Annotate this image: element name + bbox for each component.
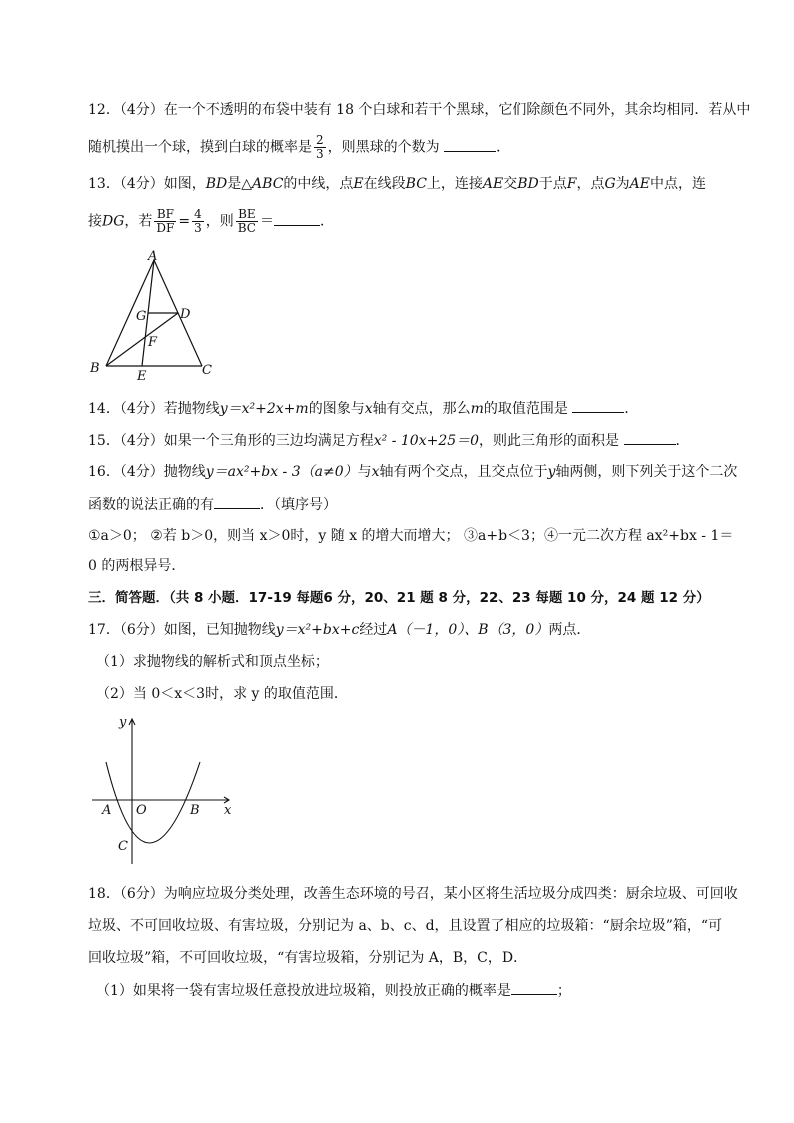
q17-expression: y＝x²+bx+c bbox=[275, 622, 360, 638]
parabola-curve bbox=[106, 762, 200, 843]
q14-end: ． bbox=[624, 401, 639, 417]
q16-options bbox=[88, 526, 734, 546]
q16-text: 函数的说法正确的有 bbox=[88, 497, 214, 513]
q16-line1 bbox=[88, 462, 738, 482]
label-F: F bbox=[148, 335, 158, 350]
var-BD: BD bbox=[517, 176, 539, 192]
q17-line1 bbox=[88, 620, 724, 640]
q14-text: 的图象与 bbox=[308, 401, 365, 417]
fraction-denominator: 3 bbox=[316, 147, 324, 161]
label-C: C bbox=[118, 839, 128, 854]
fraction-numerator: 2 bbox=[316, 133, 324, 147]
label-y: y bbox=[119, 715, 127, 730]
var-x: x bbox=[371, 464, 380, 480]
q13-text: ，若 bbox=[124, 213, 153, 230]
label-A: A bbox=[102, 803, 112, 818]
q18-text: （1）如果将一袋有害垃圾任意投放进垃圾箱，则投放正确的概率是 bbox=[96, 983, 511, 999]
q16-line2 bbox=[88, 494, 724, 515]
q18-line3: 回收垃圾”箱，不可回收垃圾，“有害垃圾箱，分别记为 A，B，C，D． bbox=[88, 950, 528, 966]
q15-text: ，则此三角形的面积是 bbox=[479, 433, 620, 449]
fraction-denominator: DF bbox=[156, 221, 175, 235]
label-B: B bbox=[190, 803, 200, 818]
q14-expression: y＝x²+2x+m bbox=[219, 401, 309, 417]
fraction-numerator: 4 bbox=[194, 207, 202, 221]
q16-text: ．（填序号） bbox=[260, 497, 337, 513]
q18-line1: 18．（6分）为响应垃圾分类处理，改善生态环境的号召，某小区将生活垃圾分成四类：厨余垃圾、可回收 bbox=[88, 886, 738, 902]
q12-text-2: ，则黑球的个数为 bbox=[327, 139, 440, 156]
label-O: O bbox=[136, 803, 147, 818]
fraction-4-3 bbox=[192, 208, 204, 235]
q16-expression: y＝ax²+bx - 3（a≠0） bbox=[205, 464, 358, 480]
q13-text: 是△ bbox=[227, 176, 253, 192]
fraction-bf-df bbox=[154, 208, 176, 235]
answer-blank[interactable] bbox=[572, 398, 624, 413]
q12-line2 bbox=[88, 134, 724, 161]
fraction-denominator: BC bbox=[237, 221, 256, 235]
var-y: y bbox=[547, 464, 556, 480]
triangle-figure bbox=[84, 248, 224, 386]
var-AE: AE bbox=[482, 176, 504, 192]
q17-text: 经过 bbox=[359, 622, 388, 638]
q12-fraction bbox=[314, 134, 326, 161]
q16-text: 16．（4分）抛物线 bbox=[88, 464, 206, 480]
q13-text: 交 bbox=[503, 176, 518, 192]
q17-text: 17．（6分）如图，已知抛物线 bbox=[88, 622, 276, 638]
label-B: B bbox=[90, 361, 100, 376]
q12-line1: 12．（4分）在一个不透明的布袋中装有 18 个白球和若干个黑球，它们除颜色不同外，其余均相同．若从中 bbox=[88, 102, 751, 118]
fraction-numerator: BE bbox=[236, 208, 258, 222]
q13-text: ，则 bbox=[205, 213, 234, 230]
q14-text: 的取值范围是 bbox=[483, 401, 568, 417]
answer-blank[interactable] bbox=[624, 430, 676, 445]
var-AE: AE bbox=[629, 176, 651, 192]
q13-text: 中点，连 bbox=[650, 176, 707, 192]
fraction-denominator: 3 bbox=[194, 221, 202, 235]
q17-points: A（－1，0）、B（3，0） bbox=[387, 622, 549, 638]
q18-part1 bbox=[96, 980, 724, 1001]
edge-ab bbox=[106, 260, 154, 366]
q12-text: 随机摸出一个球，摸到白球的概率是 bbox=[88, 139, 312, 156]
q12-end: ． bbox=[496, 139, 511, 156]
q17-text: 两点． bbox=[548, 622, 591, 638]
q15-expression: x² - 10x+25＝0 bbox=[373, 433, 480, 449]
label-x: x bbox=[224, 803, 232, 818]
label-E: E bbox=[137, 369, 147, 384]
answer-blank[interactable] bbox=[274, 211, 320, 226]
q14-text: 14．（4分）若抛物线 bbox=[88, 401, 220, 417]
q17-part1: （1）求抛物线的解析式和顶点坐标； bbox=[96, 654, 329, 670]
fraction-numerator: BF bbox=[154, 208, 176, 222]
q13-text: 在线段 bbox=[363, 176, 406, 192]
var-x: x bbox=[364, 401, 373, 417]
var-ABC: ABC bbox=[252, 176, 284, 192]
q13-text: 为 bbox=[615, 176, 630, 192]
q13-line2 bbox=[88, 208, 724, 235]
q16-text: 轴有两个交点，且交点位于 bbox=[379, 464, 548, 480]
q13-text: 13．（4分）如图， bbox=[88, 176, 206, 192]
var-BD: BD bbox=[205, 176, 228, 192]
q13-end: ． bbox=[319, 213, 334, 230]
var-G: G bbox=[604, 176, 616, 192]
q15-end: ． bbox=[675, 433, 690, 449]
q15-line bbox=[88, 430, 724, 451]
q14-line bbox=[88, 398, 724, 419]
fraction-be-bc bbox=[236, 208, 258, 235]
var-BC: BC bbox=[405, 176, 427, 192]
answer-blank[interactable] bbox=[511, 980, 557, 995]
var-m: m bbox=[470, 401, 484, 417]
var-DG: DG bbox=[102, 213, 125, 230]
equals-sign: = bbox=[178, 213, 191, 230]
q13-line1 bbox=[88, 174, 724, 194]
q13-text: 接 bbox=[88, 213, 102, 230]
q13-text: 上，连接 bbox=[426, 176, 483, 192]
var-E: E bbox=[353, 176, 364, 192]
section-heading: 三．简答题．（共 8 小题．17-19 每题6 分，20、21 题 8 分，22、23 每题 10 分，24 题 12 分） bbox=[88, 590, 710, 606]
label-D: D bbox=[180, 307, 191, 322]
q16-option-2: ②若 b＞0，则当 x＞0时，y 随 x 的增大而增大； bbox=[150, 528, 460, 544]
q18-end: ； bbox=[556, 983, 571, 999]
q15-text: 15．（4分）如果一个三角形的三边均满足方程 bbox=[88, 433, 374, 449]
q17-part2: （2）当 0＜x＜3时，求 y 的取值范围． bbox=[96, 686, 348, 702]
label-C: C bbox=[202, 363, 212, 378]
q16-text: 与 bbox=[357, 464, 372, 480]
q16-line4: 0 的两根异号． bbox=[88, 558, 186, 574]
q16-option-1: ①a＞0； bbox=[88, 528, 146, 544]
q13-text: ，点 bbox=[576, 176, 605, 192]
q18-line2: 垃圾、不可回收垃圾、有害垃圾，分别记为 a、b、c、d，且设置了相应的垃圾箱：“厨余垃圾”箱，“可 bbox=[88, 918, 723, 934]
q13-text: 的中线，点 bbox=[283, 176, 354, 192]
label-G: G bbox=[136, 309, 147, 324]
parabola-figure bbox=[86, 712, 236, 868]
label-A: A bbox=[148, 249, 158, 264]
answer-blank[interactable] bbox=[214, 494, 260, 509]
var-F: F bbox=[566, 176, 577, 192]
equals-sign: ＝ bbox=[259, 213, 274, 230]
answer-blank[interactable] bbox=[444, 137, 496, 152]
q13-text: 于点 bbox=[538, 176, 567, 192]
q16-option-3: ③a+b＜3； bbox=[464, 528, 544, 544]
q14-text: 轴有交点，那么 bbox=[372, 401, 471, 417]
q16-text: 轴两侧，则下列关于这个二次 bbox=[555, 464, 738, 480]
q16-option-4: ④一元二次方程 ax²+bx - 1＝ bbox=[543, 528, 734, 544]
